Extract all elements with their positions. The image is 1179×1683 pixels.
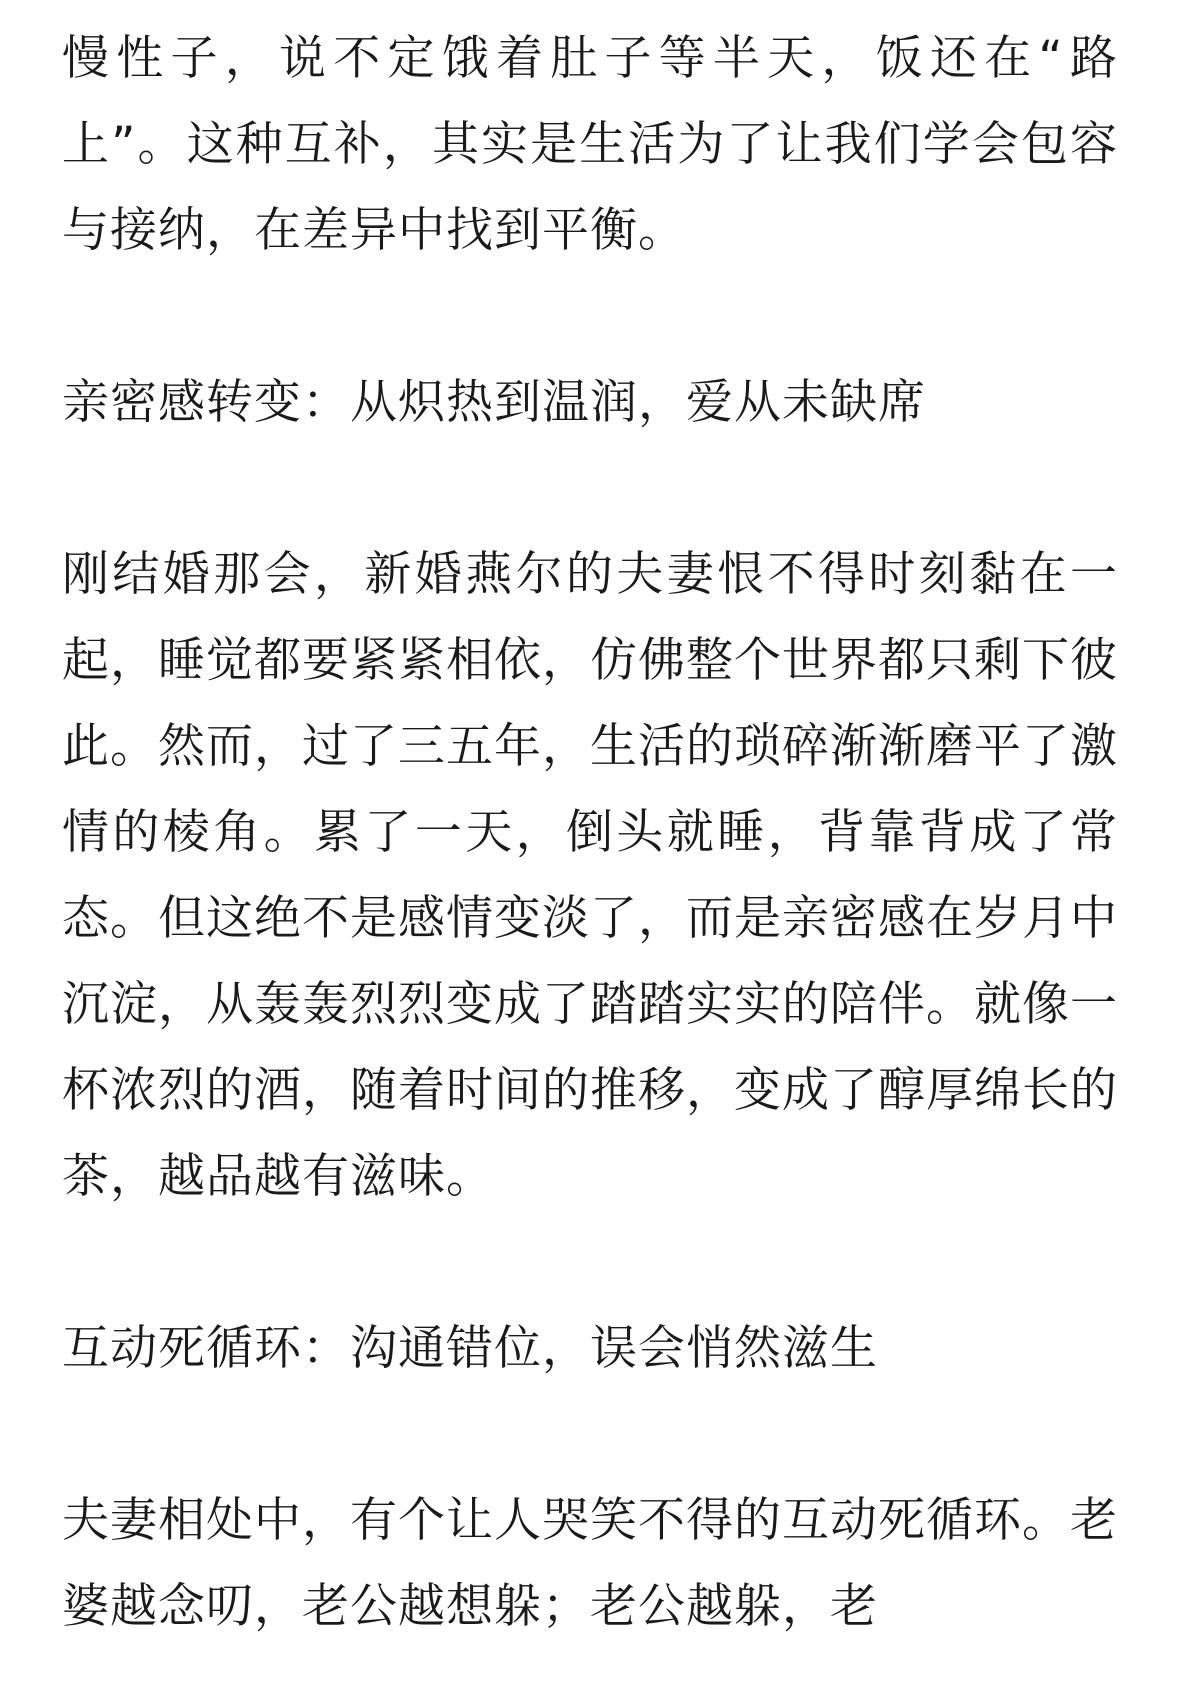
- article-body: [62, 0, 1118, 1650]
- article-paragraph: 慢性子，说不定饿着肚子等半天，饭还在“路上”。这种互补，其实是生活为了让我们学会包容与接纳，在差异中找到平衡。: [62, 31, 1118, 258]
- article-paragraph: 刚结婚那会，新婚燕尔的夫妻恨不得时刻黏在一起，睡觉都要紧紧相依，仿佛整个世界都只剩下彼此。然而，过了三五年，生活的琐碎渐渐磨平了激情的棱角。累了一天，倒头就睡，背靠背成了常态。但这绝不是感情变淡了，而是亲密感在岁月中沉淀，从轰轰烈烈变成了踏踏实实的陪伴。就像一杯浓烈的酒，随着时间的推移，变成了醇厚绵长的茶，越品越有滋味。: [62, 547, 1118, 1204]
- section-heading: 亲密感转变：从炽热到温润，爱从未缺席: [62, 375, 926, 430]
- article-paragraph: 夫妻相处中，有个让人哭笑不得的互动死循环。老婆越念叨，老公越想躲；老公越躲，老: [62, 1493, 1118, 1634]
- section-heading: 互动死循环：沟通错位，误会悄然滋生: [62, 1321, 878, 1376]
